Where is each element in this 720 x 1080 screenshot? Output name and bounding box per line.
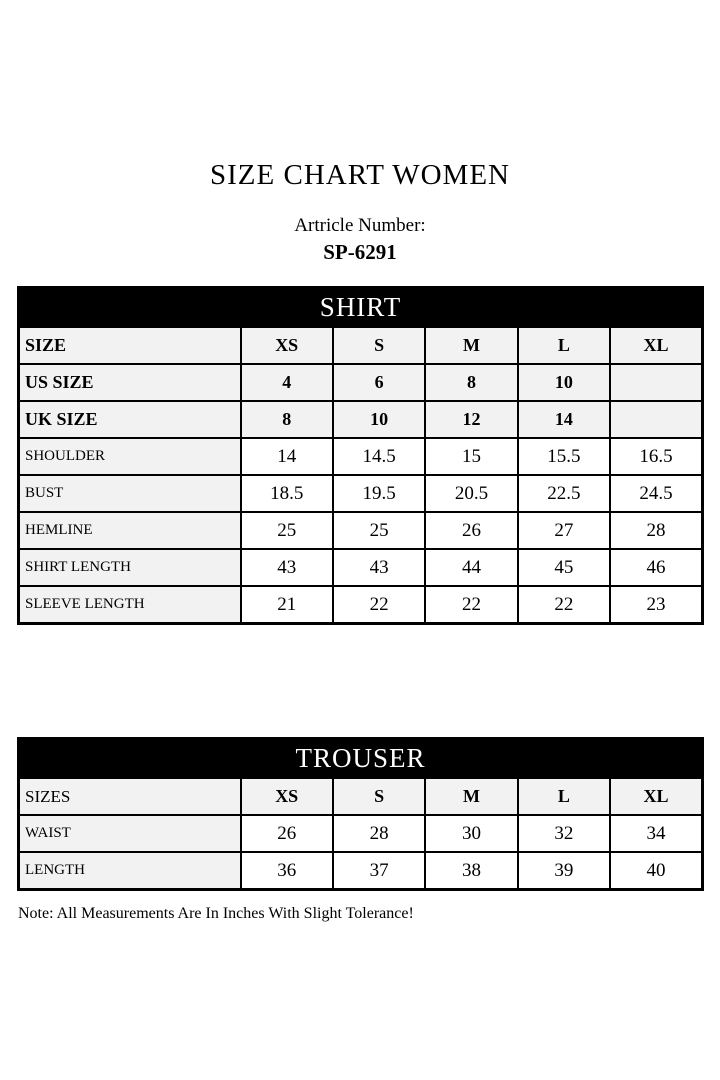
cell-value: 10 <box>333 401 425 438</box>
cell-value: M <box>425 778 517 815</box>
cell-value: 19.5 <box>333 475 425 512</box>
row-label: UK SIZE <box>19 401 241 438</box>
cell-value <box>610 364 702 401</box>
cell-value: 14.5 <box>333 438 425 475</box>
shirt-uk-size-row <box>19 401 703 438</box>
trouser-size-table <box>17 737 704 891</box>
cell-value: 23 <box>610 586 702 623</box>
cell-value: 15 <box>425 438 517 475</box>
cell-value: 32 <box>518 815 610 852</box>
cell-value: 40 <box>610 852 702 889</box>
shirt-us-size-row <box>19 364 703 401</box>
article-number-value: SP-6291 <box>323 239 397 264</box>
cell-value: 22.5 <box>518 475 610 512</box>
trouser-sizes-row <box>19 778 703 815</box>
row-label: SLEEVE LENGTH <box>19 586 241 623</box>
row-label: LENGTH <box>19 852 241 889</box>
shirt-shirt-length-row <box>19 549 703 586</box>
cell-value: 12 <box>425 401 517 438</box>
shirt-shoulder-row <box>19 438 703 475</box>
row-label: SIZE <box>19 327 241 364</box>
cell-value: L <box>518 778 610 815</box>
cell-value: 37 <box>333 852 425 889</box>
size-chart-page <box>0 158 720 1080</box>
cell-value: 43 <box>241 549 333 586</box>
shirt-size-table <box>17 286 704 625</box>
cell-value: M <box>425 327 517 364</box>
cell-value: 18.5 <box>241 475 333 512</box>
shirt-bust-row <box>19 475 703 512</box>
measurement-note: Note: All Measurements Are In Inches With Slight Tolerance! <box>18 904 414 922</box>
row-label: WAIST <box>19 815 241 852</box>
cell-value: 26 <box>425 512 517 549</box>
cell-value: 6 <box>333 364 425 401</box>
cell-value: 26 <box>241 815 333 852</box>
cell-value: 10 <box>518 364 610 401</box>
cell-value: 45 <box>518 549 610 586</box>
cell-value: XL <box>610 327 702 364</box>
shirt-hemline-row <box>19 512 703 549</box>
cell-value: 21 <box>241 586 333 623</box>
cell-value: 30 <box>425 815 517 852</box>
cell-value: 25 <box>333 512 425 549</box>
cell-value: 16.5 <box>610 438 702 475</box>
row-label: SHIRT LENGTH <box>19 549 241 586</box>
cell-value: 36 <box>241 852 333 889</box>
cell-value: 20.5 <box>425 475 517 512</box>
trouser-table-header-row <box>19 738 703 778</box>
cell-value: 38 <box>425 852 517 889</box>
cell-value: S <box>333 778 425 815</box>
cell-value: XS <box>241 778 333 815</box>
cell-value: 8 <box>425 364 517 401</box>
cell-value: 34 <box>610 815 702 852</box>
cell-value: 22 <box>518 586 610 623</box>
shirt-sleeve-length-row <box>19 586 703 623</box>
article-number-label: Artricle Number: <box>294 214 426 236</box>
cell-value: 22 <box>425 586 517 623</box>
trouser-length-row <box>19 852 703 889</box>
cell-value: 27 <box>518 512 610 549</box>
cell-value: XS <box>241 327 333 364</box>
row-label: SHOULDER <box>19 438 241 475</box>
cell-value <box>610 401 702 438</box>
row-label: HEMLINE <box>19 512 241 549</box>
cell-value: 22 <box>333 586 425 623</box>
cell-value: 25 <box>241 512 333 549</box>
row-label: BUST <box>19 475 241 512</box>
cell-value: 24.5 <box>610 475 702 512</box>
cell-value: 46 <box>610 549 702 586</box>
row-label: SIZES <box>19 778 241 815</box>
cell-value: S <box>333 327 425 364</box>
trouser-waist-row <box>19 815 703 852</box>
page-title: SIZE CHART WOMEN <box>210 159 510 191</box>
cell-value: 28 <box>333 815 425 852</box>
cell-value: XL <box>610 778 702 815</box>
cell-value: 4 <box>241 364 333 401</box>
cell-value: 15.5 <box>518 438 610 475</box>
shirt-size-row <box>19 327 703 364</box>
shirt-table-title: SHIRT <box>19 287 703 327</box>
cell-value: 43 <box>333 549 425 586</box>
cell-value: 28 <box>610 512 702 549</box>
cell-value: 14 <box>241 438 333 475</box>
cell-value: 39 <box>518 852 610 889</box>
row-label: US SIZE <box>19 364 241 401</box>
cell-value: 8 <box>241 401 333 438</box>
shirt-table-header-row <box>19 287 703 327</box>
cell-value: L <box>518 327 610 364</box>
trouser-table-title: TROUSER <box>19 738 703 778</box>
cell-value: 14 <box>518 401 610 438</box>
cell-value: 44 <box>425 549 517 586</box>
